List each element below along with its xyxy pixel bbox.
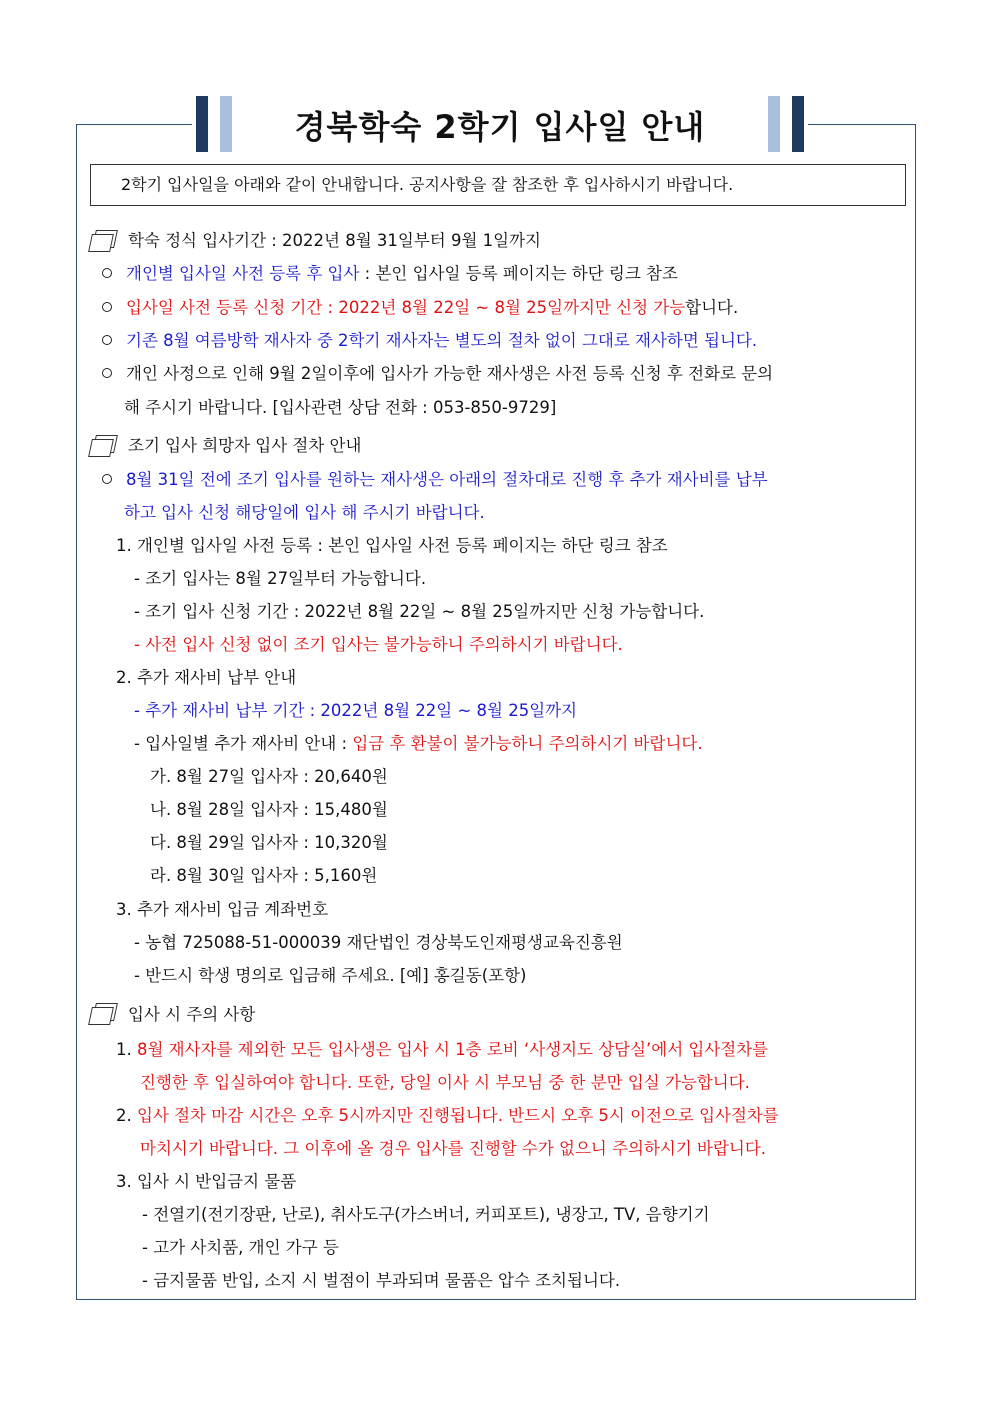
- list-item: 8월 31일 전에 조기 입사를 원하는 재사생은 아래의 절차대로 진행 후 추가 재사비를 납부: [102, 468, 768, 492]
- sub-item: - 고가 사치품, 개인 가구 등: [142, 1238, 339, 1257]
- list-item-continued: 하고 입사 신청 해당일에 입사 해 주시기 바랍니다.: [124, 503, 485, 522]
- fee-item: 라. 8월 30일 입사자 : 5,160원: [150, 866, 378, 885]
- memo-icon: [90, 435, 116, 455]
- sub-item: - 전열기(전기장판, 난로), 취사도구(가스버너, 커피포트), 냉장고, TV, 음향기기: [142, 1205, 710, 1224]
- section-heading-caution: 입사 시 주의 사항: [128, 1005, 256, 1024]
- section-heading-period: 학숙 정식 입사기간 : 2022년 8월 31일부터 9월 1일까지: [128, 231, 541, 250]
- sub-item: - 입사일별 추가 재사비 안내 : 입금 후 환불이 불가능하니 주의하시기 바랍니다.: [134, 734, 703, 753]
- title-banner: [192, 96, 808, 152]
- list-item: 개인별 입사일 사전 등록 후 입사 : 본인 입사일 등록 페이지는 하단 링크 참조: [102, 262, 678, 286]
- sub-item: - 추가 재사비 납부 기간 : 2022년 8월 22일 ~ 8월 25일까지: [134, 701, 578, 720]
- fee-item: 다. 8월 29일 입사자 : 10,320월: [150, 833, 388, 852]
- list-item: 입사일 사전 등록 신청 기간 : 2022년 8월 22일 ~ 8월 25일까지만 신청 가능합니다.: [102, 296, 738, 320]
- intro-box: 2학기 입사일을 아래와 같이 안내합니다. 공지사항을 잘 참조한 후 입사하시기 바랍니다.: [90, 164, 906, 206]
- sub-item: - 조기 입사는 8월 27일부터 가능합니다.: [134, 569, 427, 588]
- numbered-item-continued: 진행한 후 입실하여야 합니다. 또한, 당일 이사 시 부모님 중 한 분만 입실 가능합니다.: [140, 1073, 750, 1092]
- numbered-item-continued: 마치시기 바랍니다. 그 이후에 올 경우 입사를 진행할 수가 없으니 주의하시기 바랍니다.: [140, 1139, 767, 1158]
- title-bar-right-light: [768, 96, 780, 152]
- bullet-icon: [102, 368, 112, 378]
- memo-icon: [90, 230, 116, 250]
- sub-item: - 금지물품 반입, 소지 시 벌점이 부과되며 물품은 압수 조치됩니다.: [142, 1271, 621, 1290]
- bullet-icon: [102, 302, 112, 312]
- sub-item: - 농협 725088-51-000039 재단법인 경상북도인재평생교육진흥원: [134, 933, 623, 952]
- bullet-icon: [102, 335, 112, 345]
- title-bar-right-dark: [792, 96, 804, 152]
- numbered-item: 2. 추가 재사비 납부 안내: [116, 668, 297, 687]
- numbered-item: 1. 8월 재사자를 제외한 모든 입사생은 입사 시 1층 로비 ‘사생지도 상담실’에서 입사절차를: [116, 1040, 769, 1059]
- fee-item: 가. 8월 27일 입사자 : 20,640원: [150, 767, 388, 786]
- numbered-item: 2. 입사 절차 마감 시간은 오후 5시까지만 진행됩니다. 반드시 오후 5시 이전으로 입사절차를: [116, 1106, 779, 1125]
- memo-icon: [90, 1003, 116, 1023]
- sub-item: - 사전 입사 신청 없이 조기 입사는 불가능하니 주의하시기 바랍니다.: [134, 635, 623, 654]
- sub-item: - 조기 입사 신청 기간 : 2022년 8월 22일 ~ 8월 25일까지만 신청 가능합니다.: [134, 602, 705, 621]
- numbered-item: 1. 개인별 입사일 사전 등록 : 본인 입사일 사전 등록 페이지는 하단 링크 참조: [116, 536, 668, 555]
- section-heading-early: 조기 입사 희망자 입사 절차 안내: [128, 436, 362, 455]
- bullet-icon: [102, 268, 112, 278]
- numbered-item: 3. 추가 재사비 입금 계좌번호: [116, 900, 329, 919]
- list-item: 개인 사정으로 인해 9월 2일이후에 입사가 가능한 재사생은 사전 등록 신청 후 전화로 문의: [102, 362, 773, 386]
- sub-item: - 반드시 학생 명의로 입금해 주세요. [예] 홍길동(포항): [134, 966, 527, 985]
- page-title: 경북학숙 2학기 입사일 안내: [294, 108, 706, 146]
- list-item-continued: 해 주시기 바랍니다. [입사관련 상담 전화 : 053-850-9729]: [124, 398, 557, 417]
- bullet-icon: [102, 474, 112, 484]
- fee-item: 나. 8월 28일 입사자 : 15,480월: [150, 800, 388, 819]
- numbered-item: 3. 입사 시 반입금지 물품: [116, 1172, 297, 1191]
- list-item: 기존 8월 여름방학 재사자 중 2학기 재사자는 별도의 절차 없이 그대로 재사하면 됩니다.: [102, 329, 757, 353]
